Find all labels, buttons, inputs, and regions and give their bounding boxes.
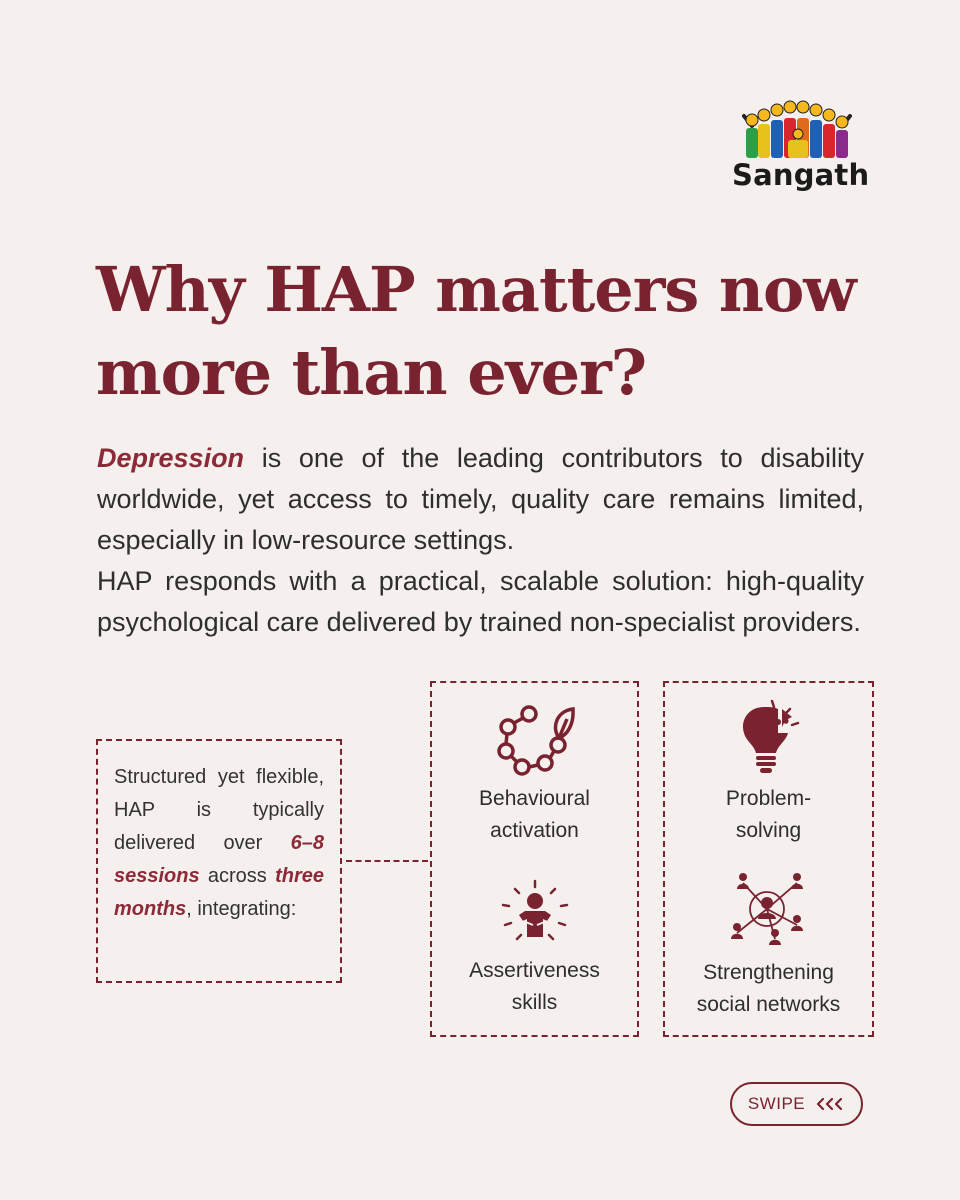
structure-text-part-3: , integrating:: [186, 898, 297, 920]
component-behavioural-activation: [432, 705, 637, 847]
chevrons-left-icon: [815, 1097, 845, 1111]
component-strengthening-social-networks: [665, 869, 872, 1021]
page-title: Why HAP matters now more than ever?: [96, 253, 856, 409]
component-label-line-2: skills: [511, 991, 558, 1014]
duration-highlight: three months: [114, 865, 324, 920]
intro-text: [97, 438, 864, 643]
component-label-line-1: Behavioural: [479, 787, 590, 810]
component-label-line-1: Assertiveness: [469, 959, 600, 982]
structure-box: [96, 739, 342, 983]
structure-text: [114, 761, 324, 926]
components-column-2: [663, 681, 874, 1037]
brand-name: Sangath: [732, 158, 870, 192]
component-label-line-2: social networks: [696, 993, 841, 1016]
component-label-line-2: activation: [490, 819, 579, 842]
lightbulb-puzzle-icon: [734, 699, 804, 777]
intro-paragraph-2: HAP responds with a practical, scalable solution: high-quality psychological care delivered by trained non-specialist providers.: [97, 566, 864, 637]
component-label-line-2: solving: [735, 819, 802, 842]
component-label-line-1: Problem-: [725, 787, 812, 810]
connected-nodes-leaf-icon: [495, 705, 575, 777]
components-column-1: [430, 681, 639, 1037]
structure-text-part-1: Structured yet flexible, HAP is typically delivered over: [114, 766, 324, 854]
social-network-icon: [727, 869, 811, 951]
dashed-connector: [346, 860, 428, 862]
intro-paragraph-1: [97, 438, 864, 561]
sessions-highlight: 6–8 sessions: [114, 832, 324, 887]
structure-text-part-2: across: [199, 865, 276, 887]
highlight-depression: Depression: [97, 443, 245, 473]
swipe-label: SWIPE: [747, 1094, 806, 1113]
sangath-logo: [732, 98, 870, 198]
component-problem-solving: [665, 699, 872, 847]
confident-person-icon: [497, 879, 573, 949]
swipe-button[interactable]: [730, 1082, 863, 1126]
component-label-line-1: Strengthening: [703, 961, 834, 984]
people-group-logo-icon: [738, 98, 856, 164]
component-assertiveness-skills: [432, 879, 637, 1019]
intro-paragraph-1-rest: is one of the leading contributors to disability worldwide, yet access to timely, quality care remains limited, especially in low-resource settings.: [97, 443, 864, 555]
